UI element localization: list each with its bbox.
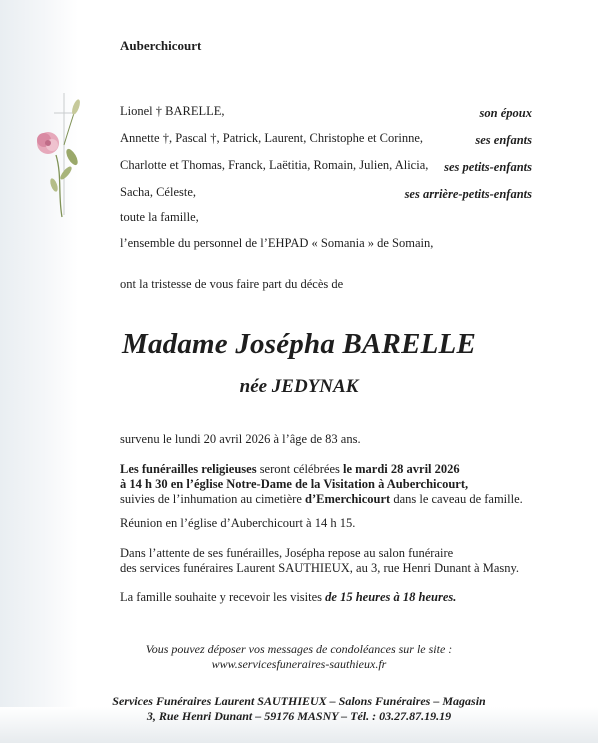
deceased-name: Madame Josépha BARELLE (121, 328, 477, 360)
condolences-info (0, 642, 598, 672)
family-member-spouse: Lionel † BARELLE, (120, 104, 225, 118)
family-member-grandchildren: Charlotte et Thomas, Franck, Laëtitia, Romain, Julien, Alicia, (120, 158, 429, 172)
footer-line-2: 3, Rue Henri Dunant – 59176 MASNY – Tél. : 03.27.87.19.19 (146, 709, 452, 723)
announcement-intro: ont la tristesse de vous faire part du décès de (120, 277, 344, 291)
rose-cross-illustration (18, 85, 88, 225)
funeral-line-3: suivies de l’inhumation au cimetière d’Emerchicourt dans le caveau de famille. (120, 492, 523, 506)
family-member-children: Annette †, Pascal †, Patrick, Laurent, Christophe et Corinne, (120, 131, 424, 145)
maiden-name: née JEDYNAK (239, 376, 359, 397)
funeral-details (120, 462, 523, 507)
family-member-great-grandchildren: Sacha, Céleste, (120, 185, 197, 199)
funeral-line-2: à 14 h 30 en l’église Notre-Dame de la Visitation à Auberchicourt, (120, 477, 469, 491)
footer-line-1: Services Funéraires Laurent SAUTHIEUX – Salons Funéraires – Magasin (112, 694, 486, 708)
relation-spouse: son époux (479, 106, 532, 120)
funeral-services-footer (0, 694, 598, 724)
condolences-line-1: Vous pouvez déposer vos messages de condoléances sur le site : (145, 642, 453, 656)
reunion-info: Réunion en l’église d’Auberchicourt à 14 h 15. (120, 516, 356, 530)
relation-great-grandchildren: ses arrière-petits-enfants (404, 187, 532, 201)
family-member-whole-family: toute la famille, (120, 210, 199, 224)
resting-place-info (120, 546, 519, 576)
funeral-line-1: Les funérailles religieuses seront célébrées le mardi 28 avril 2026 (120, 462, 460, 476)
relation-children: ses enfants (475, 133, 532, 147)
death-date: survenu le lundi 20 avril 2026 à l’âge de 83 ans. (120, 432, 361, 446)
visits-info: La famille souhaite y recevoir les visites de 15 heures à 18 heures. (120, 590, 457, 604)
condolences-website-link[interactable]: www.servicesfuneraires-sauthieux.fr (211, 657, 387, 671)
family-member-ehpad-staff: l’ensemble du personnel de l’EHPAD « Somania » de Somain, (120, 236, 434, 250)
resting-line-2: des services funéraires Laurent SAUTHIEUX, au 3, rue Henri Dunant à Masny. (120, 561, 520, 575)
town-heading: Auberchicourt (120, 38, 202, 53)
relation-grandchildren: ses petits-enfants (444, 160, 532, 174)
resting-line-1: Dans l’attente de ses funérailles, Josépha repose au salon funéraire (120, 546, 454, 560)
